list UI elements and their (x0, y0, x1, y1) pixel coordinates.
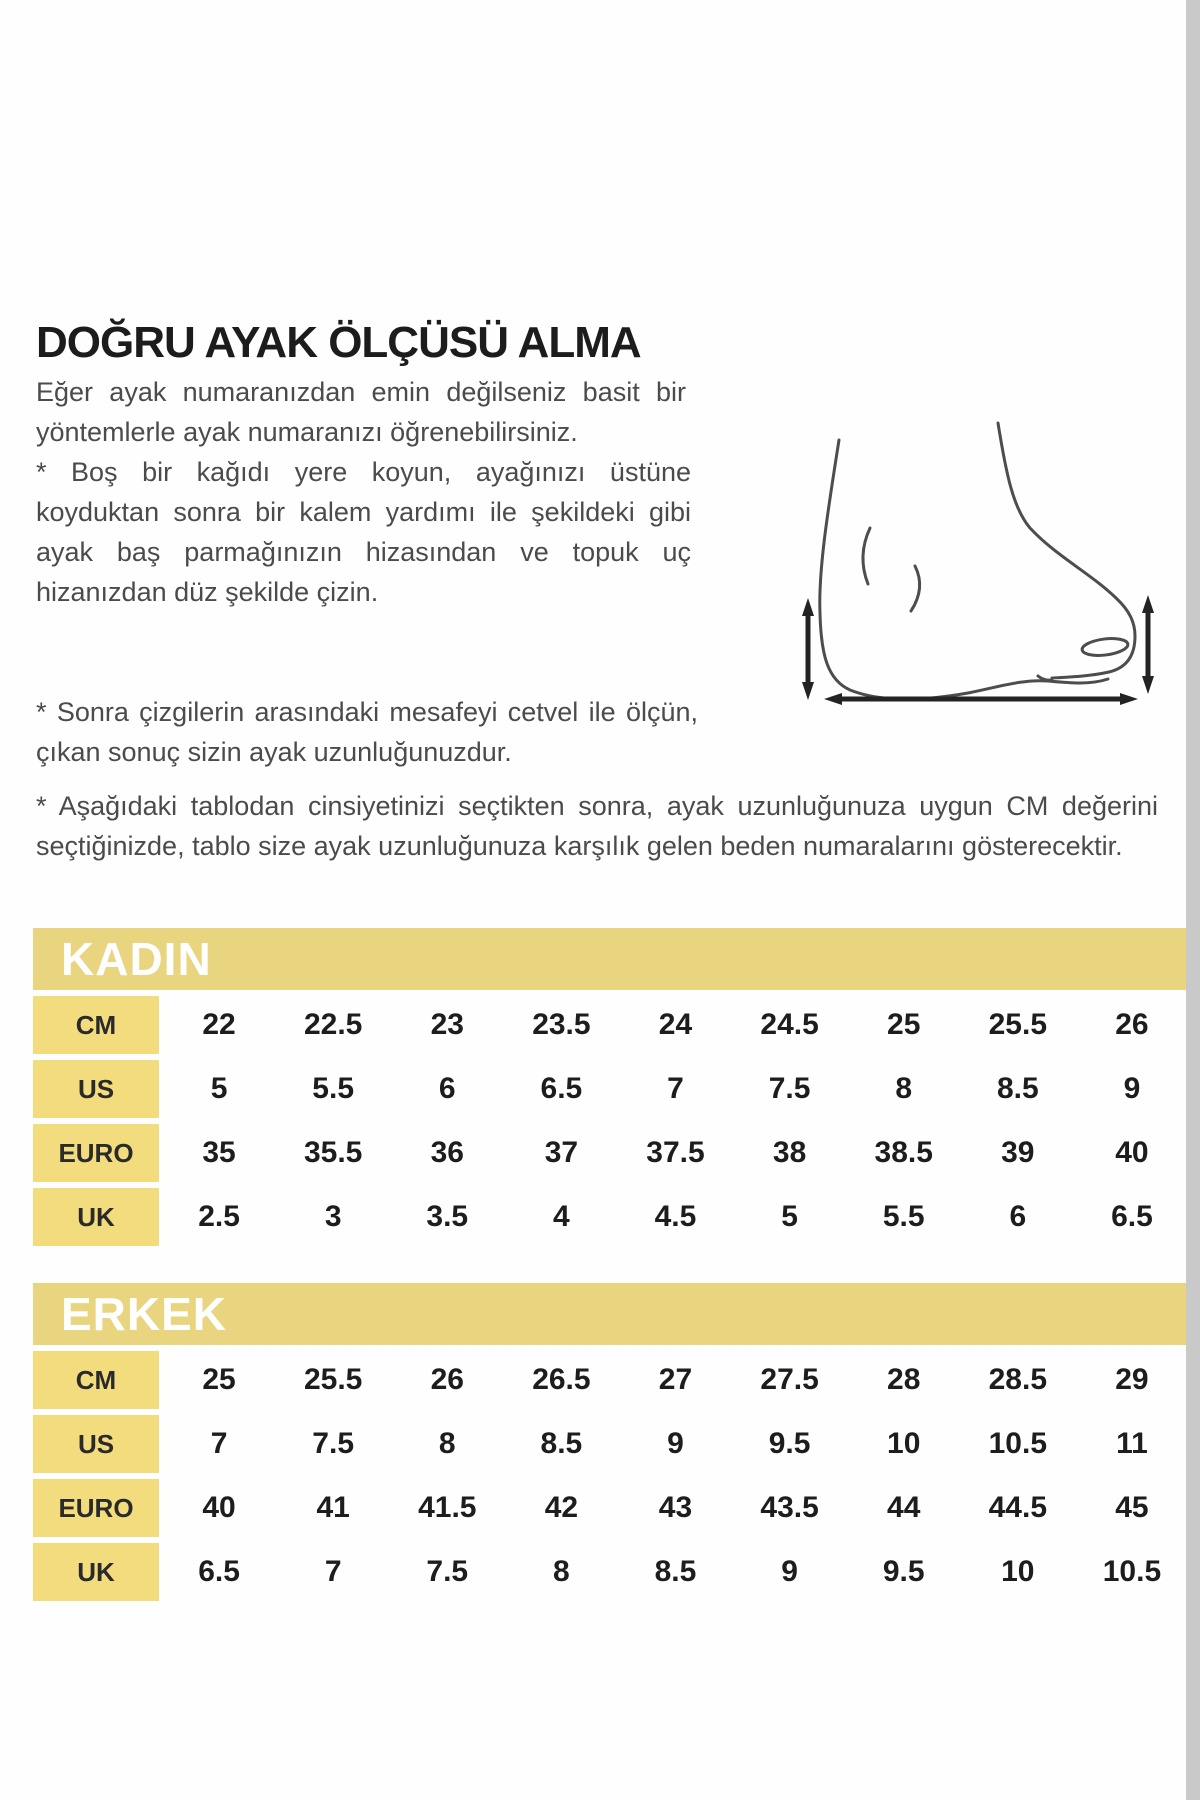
size-value-cell: 6 (438, 1072, 456, 1105)
size-value-cell: 26 (430, 1363, 464, 1396)
women-table-header (33, 928, 1186, 990)
size-value-cell: 4 (553, 1200, 570, 1233)
size-value-cell: 7.5 (768, 1072, 811, 1105)
size-value-cell: 25 (202, 1363, 236, 1396)
toe-height-arrow-icon (1142, 595, 1154, 694)
heel-height-arrow-icon (802, 598, 814, 700)
size-value-cell: 8 (895, 1072, 913, 1105)
women-size-grid (33, 996, 1186, 1246)
size-value-cell: 2.5 (198, 1200, 240, 1233)
size-value-cell: 42 (544, 1491, 579, 1524)
size-value-cell: 44 (887, 1491, 921, 1524)
size-value-cell: 43 (658, 1491, 693, 1524)
row-label: UK (33, 1543, 159, 1601)
size-value-cell: 40 (202, 1491, 236, 1524)
instruction-step-1: * Boş bir kağıdı yere koyun, ayağınızı üstüne koyduktan sonra bir kalem yardımı ile şekildeki gibi ayak baş parmağınızın hizasından ve topuk uç hizanızdan düz şekilde çizin. (36, 457, 691, 607)
size-value-cell: 7 (667, 1072, 684, 1105)
size-value-cell: 29 (1115, 1363, 1149, 1396)
size-value-cell: 27.5 (760, 1363, 819, 1396)
size-value-cell: 8.5 (654, 1555, 697, 1588)
size-value-cell: 40 (1115, 1136, 1149, 1169)
size-value-cell: 38.5 (874, 1136, 933, 1169)
size-value-cell: 9 (1123, 1072, 1141, 1105)
instruction-step-2: * Sonra çizgilerin arasındaki mesafeyi cetvel ile ölçün, çıkan sonuç sizin ayak uzunluğunuzdur. (36, 697, 698, 767)
size-value-cell: 7.5 (312, 1427, 355, 1460)
instruction-step-3: * Aşağıdaki tablodan cinsiyetinizi seçtikten sonra, ayak uzunluğunuza uygun CM değerini seçtiğinizde, tablo size ayak uzunluğunuza karşılık gelen beden numaralarını gösterecektir. (36, 791, 1158, 861)
row-label: EURO (33, 1124, 159, 1182)
size-value-cell: 23 (430, 1008, 464, 1041)
size-value-cell: 45 (1115, 1491, 1149, 1524)
size-value-cell: 37 (544, 1136, 579, 1169)
size-value-cell: 8 (438, 1427, 456, 1460)
men-size-grid (33, 1351, 1186, 1601)
size-value-cell: 5.5 (882, 1200, 925, 1233)
foot-measurement-illustration (718, 418, 1173, 713)
size-value-cell: 10.5 (988, 1427, 1048, 1460)
page-edge-strip (1186, 0, 1200, 1800)
size-value-cell: 6.5 (198, 1555, 240, 1588)
size-value-cell: 25 (887, 1008, 921, 1041)
size-value-cell: 9.5 (882, 1555, 925, 1588)
size-value-cell: 26 (1115, 1008, 1149, 1041)
size-value-cell: 6.5 (1111, 1200, 1153, 1233)
page-title: DOĞRU AYAK ÖLÇÜSÜ ALMA (36, 318, 641, 367)
size-value-cell: 5.5 (312, 1072, 355, 1105)
size-value-cell: 24 (658, 1008, 693, 1041)
size-value-cell: 25.5 (303, 1363, 363, 1396)
size-value-cell: 35.5 (303, 1136, 363, 1169)
men-table-title: ERKEK (61, 1288, 228, 1340)
size-value-cell: 3.5 (426, 1200, 469, 1233)
row-label: EURO (33, 1479, 159, 1537)
row-label: CM (33, 1351, 159, 1409)
size-value-cell: 26.5 (532, 1363, 591, 1396)
size-value-cell: 8.5 (996, 1072, 1039, 1105)
size-value-cell: 22.5 (303, 1008, 363, 1041)
size-value-cell: 22 (202, 1008, 236, 1041)
size-value-cell: 3 (324, 1200, 342, 1233)
size-value-cell: 10 (1001, 1555, 1035, 1588)
size-value-cell: 25.5 (988, 1008, 1048, 1041)
size-value-cell: 7.5 (426, 1555, 469, 1588)
row-label: UK (33, 1188, 159, 1246)
size-value-cell: 9 (781, 1555, 798, 1588)
size-value-cell: 8.5 (540, 1427, 583, 1460)
size-value-cell: 7 (210, 1427, 228, 1460)
size-value-cell: 28.5 (988, 1363, 1048, 1396)
row-label: US (33, 1415, 159, 1473)
men-size-table (33, 1283, 1186, 1601)
size-value-cell: 23.5 (532, 1008, 591, 1041)
size-value-cell: 44.5 (988, 1491, 1048, 1524)
size-value-cell: 37.5 (646, 1136, 705, 1169)
size-value-cell: 39 (1001, 1136, 1035, 1169)
size-value-cell: 41 (316, 1491, 350, 1524)
size-value-cell: 9 (667, 1427, 684, 1460)
intro-text: Eğer ayak numaranızdan emin değilseniz basit bir yöntemlerle ayak numaranızı öğrenebilirsiniz. (36, 377, 686, 447)
size-value-cell: 10 (887, 1427, 921, 1460)
size-value-cell: 41.5 (418, 1491, 477, 1524)
size-value-cell: 27 (658, 1363, 693, 1396)
size-value-cell: 36 (430, 1136, 464, 1169)
row-label: CM (33, 996, 159, 1054)
size-value-cell: 5 (210, 1072, 228, 1105)
size-value-cell: 8 (553, 1555, 570, 1588)
size-value-cell: 5 (781, 1200, 798, 1233)
foot-sketch-icon (718, 418, 1173, 713)
size-value-cell: 9.5 (768, 1427, 811, 1460)
row-label: US (33, 1060, 159, 1118)
size-value-cell: 11 (1116, 1427, 1148, 1460)
men-table-header (33, 1283, 1186, 1345)
size-value-cell: 7 (324, 1555, 342, 1588)
size-value-cell: 35 (202, 1136, 236, 1169)
size-value-cell: 24.5 (760, 1008, 819, 1041)
size-value-cell: 6.5 (540, 1072, 583, 1105)
size-value-cell: 28 (887, 1363, 921, 1396)
size-value-cell: 38 (772, 1136, 807, 1169)
women-size-table (33, 928, 1186, 1246)
size-value-cell: 6 (1009, 1200, 1027, 1233)
size-value-cell: 43.5 (760, 1491, 819, 1524)
size-value-cell: 10.5 (1102, 1555, 1162, 1588)
size-value-cell: 4.5 (654, 1200, 697, 1233)
women-table-title: KADIN (61, 933, 212, 985)
